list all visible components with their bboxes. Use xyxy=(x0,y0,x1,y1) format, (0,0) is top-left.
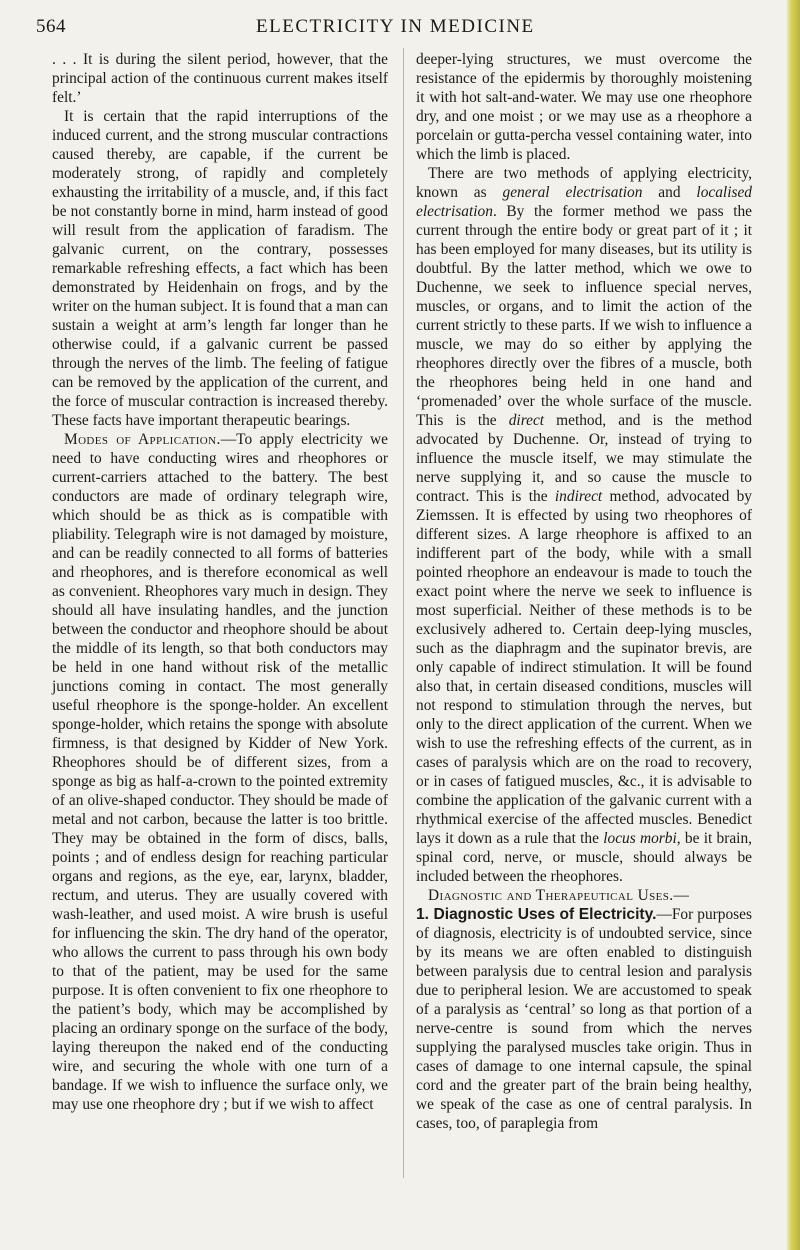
term-direct: direct xyxy=(508,412,545,429)
text-run: . By the former method we pass the current through the entire body or great part of it ; it has been employed for many diseases, but its utility is doubtful. By the latter method, which we owe to Duchenne, we seek to influence special nerves, muscles, or organs, and to limit the action of the current strictly to these parts. If we wish to influence a muscle, we may do so either by applying the rheophores directly over the fibres of a muscle, both the rheophores being held in one hand and ‘promenaded’ over the whole surface of the muscle. This is the xyxy=(416,203,752,429)
left-column xyxy=(52,50,388,1114)
page-edge-stain xyxy=(786,0,800,1250)
paragraph-modes-of-application xyxy=(52,430,388,1114)
section-heading-modes-of-application: Modes of Application. xyxy=(64,431,221,448)
page-number: 564 xyxy=(36,16,66,37)
diagnostic-uses-body: —For purposes of diagnosis, electricity is of undoubted service, since by its means we are often enabled to distinguish between paralysis due to central lesion and paralysis due to peripheral lesion. We are accustomed to speak of a paralysis as ‘central’ so long as that portion of a nerve-centre is sound from which the nerves supplying the paralysed muscles take origin. Thus in cases of damage to one internal capsule, the spinal cord and the greater part of the brain being healthy, we speak of the case as one of central paralysis. In cases, too, of paraplegia from xyxy=(416,906,752,1132)
text-run: and xyxy=(642,184,697,201)
running-title: ELECTRICITY IN MEDICINE xyxy=(256,16,535,37)
text-run: There are two methods of applying electricity, known as xyxy=(416,165,752,201)
text-run: method, advocated by Ziemssen. It is effected by using two rheophores of different sizes. A large rheophore is affixed to an indifferent part of the body, while with a small pointed rheophore an endeavour is made to touch the exact point where the nerve we seek to influence is most superficial. Neither of these methods is to be exclusively adhered to. Certain deep-lying muscles, such as the diaphragm and the supinator brevis, are only capable of indirect stimulation. It will be found also that, in certain diseased conditions, muscles will not respond to stimulation through the nerves, but only to the direct application of the current. When we wish to use the refreshing effects of the current, as in cases of paralysis which are on the road to recovery, or in cases of fatigued muscles, &c., it is advisable to combine the application of the galvanic current with a rhythmical exercise of the affected muscles. Benedict lays it down as a rule that the xyxy=(416,488,753,847)
subheading-diagnostic-uses: 1. Diagnostic Uses of Electricity. xyxy=(416,906,657,923)
text-run: method, and is the method advocated by Duchenne. Or, instead of trying to influence the muscle itself, we may stimulate the nerve supplying it, and so cause the muscle to contract. This is the xyxy=(416,412,752,505)
term-general-electrisation: general electrisation xyxy=(502,184,643,201)
paragraph-methods-of-electrisation xyxy=(416,164,752,886)
term-indirect: indirect xyxy=(554,488,603,505)
modes-of-application-body: —To apply electricity we need to have conducting wires and rheophores or current-carriers attached to the battery. The best conductors are made of ordinary telegraph wire, which should be as thick as is compatible with pliability. Telegraph wire is not damaged by moisture, and can be readily connected to all forms of batteries and rheophores, and is therefore economical as well as convenient. Rheophores vary much in design. They should all have insulating handles, and the junction between the conductor and rheophore should be about the middle of its length, so that both conductors may be held in one hand without risk of the metallic junctions coming in contact. The most generally useful rheophore is the sponge-holder. An excellent sponge-holder, which retains the sponge with absolute firmness, is that designed by Kidder of New York. Rheophores should be of different sizes, from a sponge as big as half-a-crown to the pointed extremity of an olive-shaped conductor. They should be made of metal and not carbon, because the latter is too brittle. They may be obtained in the form of discs, balls, points ; and of endless design for reaching particular organs and regions, as the eye, ear, larynx, bladder, rectum, and uterus. They are usually covered with wash-leather, and used moist. A wire brush is useful for influencing the skin. The dry hand of the operator, who allows the current to pass through his own body to that of the patient, may be used for the same purpose. It is often convenient to fix one rheophore to the patient’s body, which may be accomplished by placing an ordinary sponge on the surface of the body, laying thereupon the naked end of the conducting wire, and securing the whole with one turn of a bandage. If we wish to influence the surface only, we may use one rheophore dry ; but if we wish to affect xyxy=(52,431,388,1113)
heading-text: Diagnostic and Therapeutical Uses. xyxy=(428,887,674,904)
heading-dash: — xyxy=(673,887,689,904)
paragraph-faradism-galvanism: It is certain that the rapid interruptions of the induced current, and the strong muscular contractions caused thereby, are capable, if the current be moderately strong, of rapidly and completely exhausting the irritability of a muscle, and, if this fact be not constantly borne in mind, harm instead of good will result from the application of faradism. The galvanic current, on the contrary, possesses remarkable refreshing effects, a fact which has been demonstrated by Heidenhain on frogs, and by the writer on the human subject. It is found that a man can sustain a weight at arm’s length far longer than he otherwise could, if a galvanic current be passed through the nerves of the limb. The feeling of fatigue can be removed by the application of the current, and the force of muscular contraction is increased thereby. These facts have important therapeutic bearings. xyxy=(52,108,388,429)
running-header xyxy=(36,16,764,46)
paragraph-diagnostic-uses xyxy=(416,905,752,1133)
term-locus-morbi: locus morbi xyxy=(603,830,677,847)
term-localised-electrisation: localised electrisation xyxy=(416,184,752,220)
column-divider xyxy=(403,48,404,1178)
text-run: , be it brain, spinal cord, nerve, or muscle, should always be included between the rheophores. xyxy=(416,830,752,885)
paragraph-silent-period: . . . It is during the silent period, however, that the principal action of the continuous current makes itself felt.’ xyxy=(52,51,388,106)
paragraph-deeper-structures: deeper-lying structures, we must overcome the resistance of the epidermis by thoroughly moistening it with hot salt-and-water. We may use one rheophore dry, and one moist ; or we may use as a rheophore a porcelain or gutta-percha vessel containing water, into which the limb is placed. xyxy=(416,51,752,163)
section-heading-diagnostic-therapeutical xyxy=(416,886,752,905)
right-column xyxy=(416,50,752,1133)
